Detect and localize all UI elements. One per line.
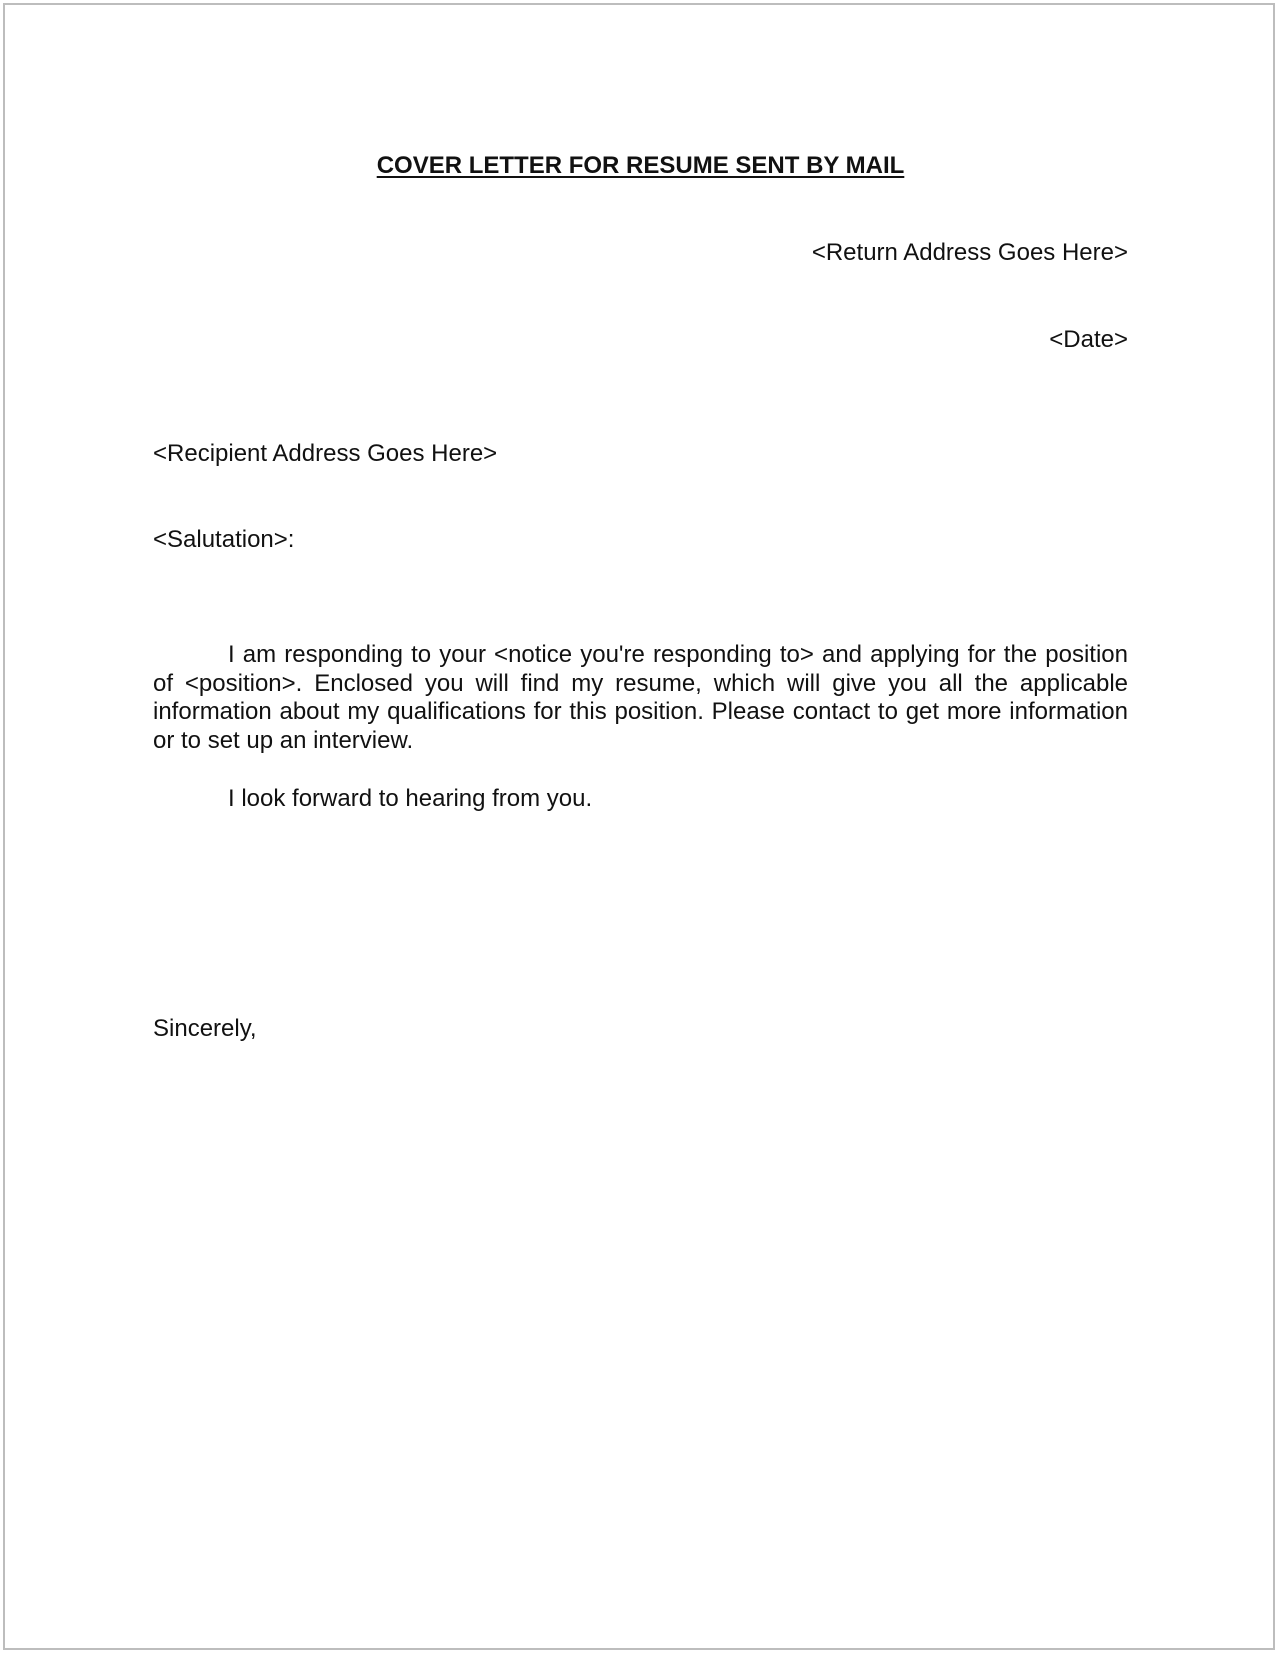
recipient-address: <Recipient Address Goes Here> [153,440,498,467]
letter-date: <Date> [1049,326,1128,353]
body-paragraph-closing-remark: I look forward to hearing from you. [228,785,593,812]
letter-title: COVER LETTER FOR RESUME SENT BY MAIL [376,152,905,179]
body-paragraph-intro: I am responding to your <notice you're responding to> and applying for the position of <position>. Enclosed you will find my resume, which will give you all the applicable information about my qualifications for this position. Please contact to get more information or to set up an interview. [153,641,1128,754]
return-address: <Return Address Goes Here> [811,239,1128,266]
closing: Sincerely, [153,1015,257,1042]
salutation: <Salutation>: [153,526,295,553]
